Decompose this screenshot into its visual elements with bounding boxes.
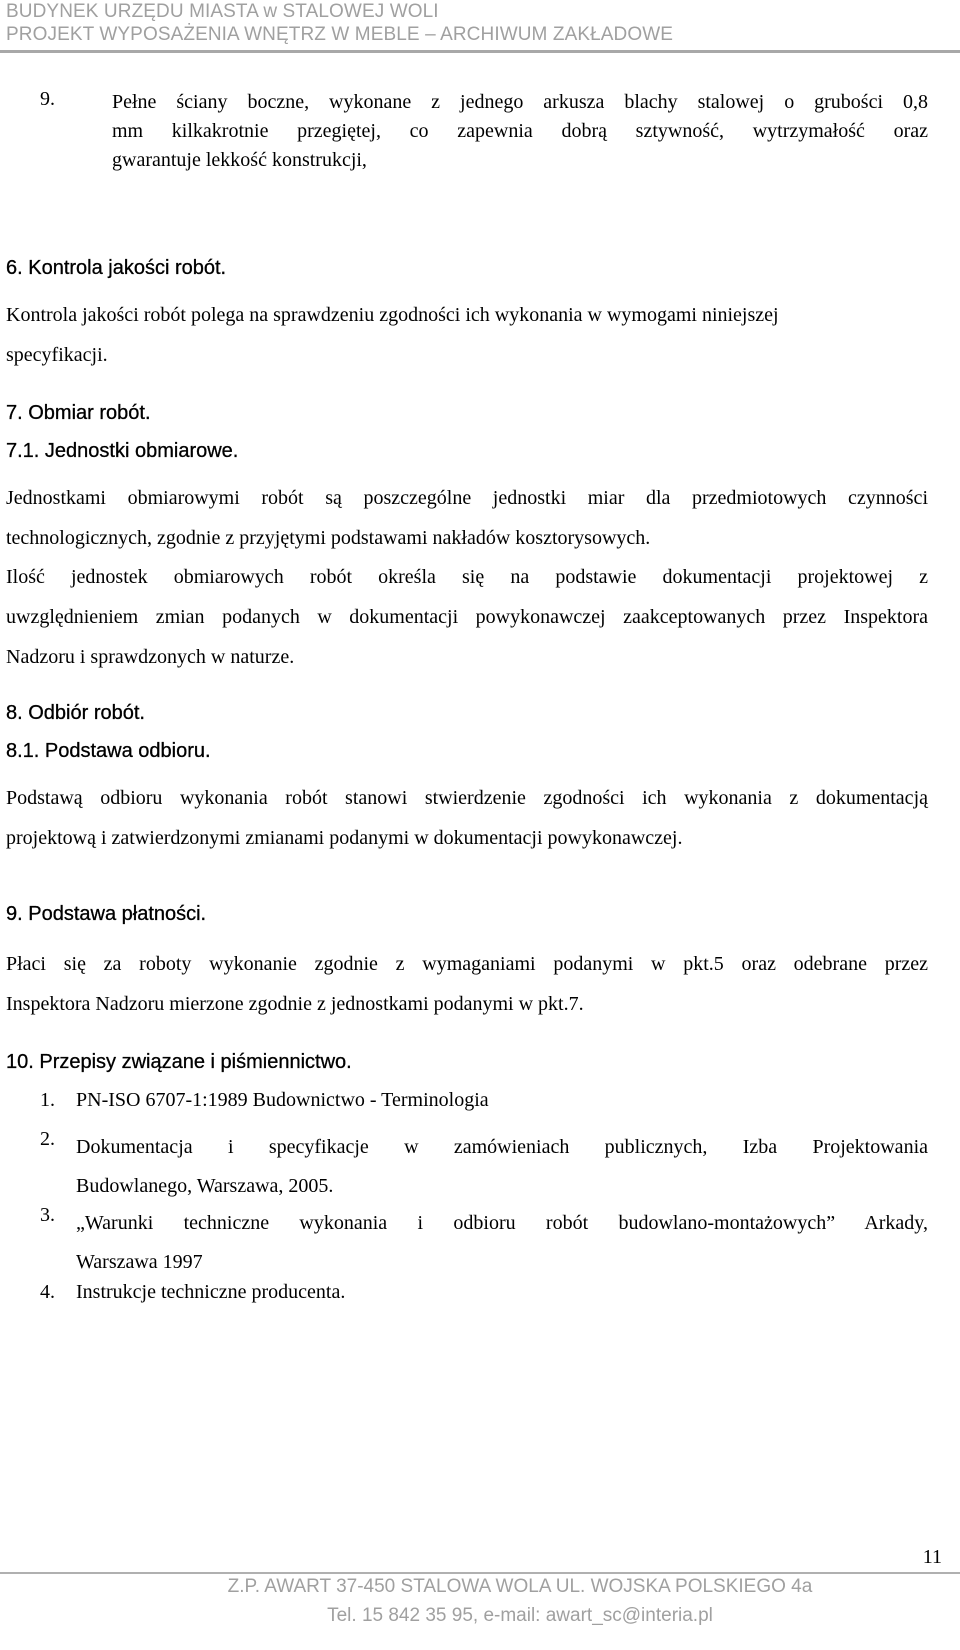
reference-text: Instrukcje techniczne producenta. (76, 1281, 346, 1303)
reference-text (76, 1204, 928, 1282)
footer-divider (0, 1572, 960, 1574)
reference-number: 4. (40, 1281, 55, 1303)
reference-line: Dokumentacja i specyfikacje w zamówieniach publicznych, Izba Projektowania (76, 1136, 928, 1158)
section-9-heading: 9. Podstawa płatności. (6, 903, 207, 925)
reference-number: 3. (40, 1204, 55, 1226)
reference-number: 1. (40, 1089, 55, 1111)
reference-line: Warszawa 1997 (76, 1251, 203, 1273)
section-7-1-heading: 7.1. Jednostki obmiarowe. (6, 440, 239, 462)
section-7-p2-line: Nadzoru i sprawdzonych w naturze. (6, 646, 295, 668)
section-7-p2-line: Ilość jednostek obmiarowych robót określa się na podstawie dokumentacji projektowej z (6, 566, 928, 588)
section-7-p1-line: Jednostkami obmiarowymi robót są poszczególne jednostki miar dla przedmiotowych czynności (6, 487, 928, 509)
section-10-heading: 10. Przepisy związane i piśmiennictwo. (6, 1051, 352, 1073)
page-header (0, 0, 960, 53)
item-9-line: mm kilkakrotnie przegiętej, co zapewnia dobrą sztywność, wytrzymałość oraz (112, 120, 928, 142)
section-9-line: Płaci się za roboty wykonanie zgodnie z wymaganiami podanymi w pkt.5 oraz odebrane przez (6, 953, 928, 975)
section-7-p1-line: technologicznych, zgodnie z przyjętymi podstawami nakładów kosztorysowych. (6, 527, 651, 549)
section-7-heading: 7. Obmiar robót. (6, 402, 151, 424)
reference-text: PN-ISO 6707-1:1989 Budownictwo - Terminologia (76, 1089, 489, 1111)
item-9-number: 9. (40, 88, 55, 110)
section-6-text (6, 295, 926, 375)
section-8-line: Podstawą odbioru wykonania robót stanowi stwierdzenie zgodności ich wykonania z dokumentacją (6, 787, 928, 809)
section-7-paragraph-1 (6, 478, 928, 558)
section-8-text (6, 778, 928, 858)
section-6-line: Kontrola jakości robót polega na sprawdzeniu zgodności ich wykonania w wymogami niniejszej (6, 304, 779, 326)
reference-line: Budowlanego, Warszawa, 2005. (76, 1175, 334, 1197)
footer-address: Z.P. AWART 37-450 STALOWA WOLA UL. WOJSKA POLSKIEGO 4a (227, 1576, 813, 1597)
item-9-text (112, 88, 928, 175)
section-8-line: projektową i zatwierdzonymi zmianami podanymi w dokumentacji powykonawczej. (6, 827, 683, 849)
reference-text (76, 1128, 928, 1206)
section-8-1-heading: 8.1. Podstawa odbioru. (6, 740, 211, 762)
section-6-line: specyfikacji. (6, 344, 108, 366)
reference-number: 2. (40, 1128, 55, 1150)
item-9-line: Pełne ściany boczne, wykonane z jednego arkusza blachy stalowej o grubości 0,8 (112, 91, 928, 113)
header-building-name: BUDYNEK URZĘDU MIASTA w STALOWEJ WOLI (6, 1, 439, 22)
item-9-line: gwarantuje lekkość konstrukcji, (112, 149, 367, 171)
section-7-paragraph-2 (6, 557, 928, 677)
section-9-line: Inspektora Nadzoru mierzone zgodnie z jednostkami podanymi w pkt.7. (6, 993, 584, 1015)
section-9-text (6, 944, 928, 1024)
header-project-title: PROJEKT WYPOSAŻENIA WNĘTRZ W MEBLE – ARCHIWUM ZAKŁADOWE (6, 24, 674, 45)
section-6-heading: 6. Kontrola jakości robót. (6, 257, 227, 279)
footer-contact: Tel. 15 842 35 95, e-mail: awart_sc@interia.pl (327, 1605, 713, 1626)
section-8-heading: 8. Odbiór robót. (6, 702, 145, 724)
section-7-p2-line: uwzględnieniem zmian podanych w dokumentacji powykonawczej zaakceptowanych przez Inspektora (6, 606, 928, 628)
page-number: 11 (922, 1546, 942, 1568)
reference-line: „Warunki techniczne wykonania i odbioru robót budowlano-montażowych” Arkady, (76, 1212, 928, 1234)
